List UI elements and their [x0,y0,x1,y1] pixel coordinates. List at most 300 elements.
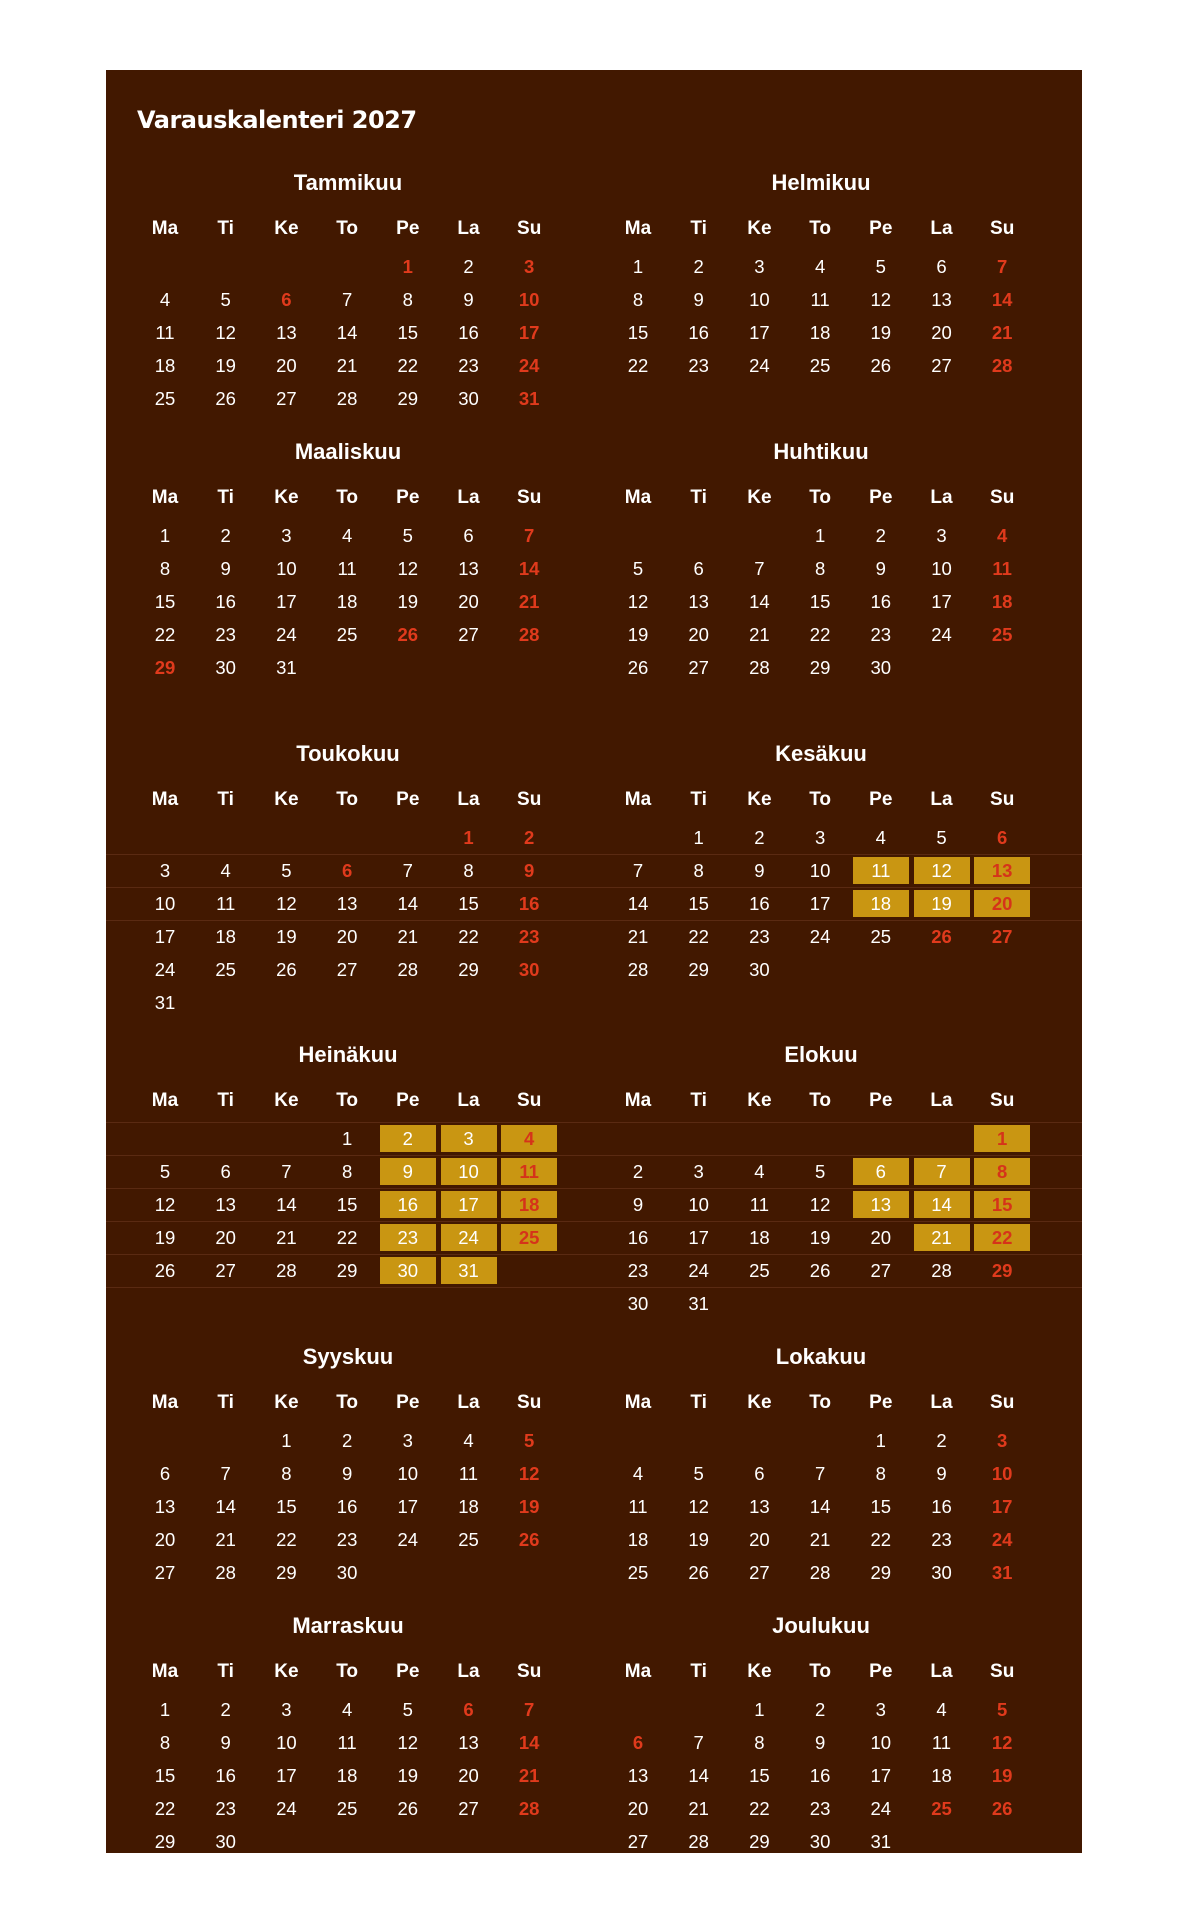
calendar-day[interactable]: 17 [397,1496,419,1517]
calendar-day[interactable]: 7 [281,1161,292,1182]
calendar-day[interactable]: 17 [154,926,176,947]
calendar-day[interactable]: 19 [809,1227,831,1248]
calendar-day[interactable]: 25 [215,959,236,980]
calendar-day[interactable]: 25 [154,388,176,409]
calendar-day[interactable]: 8 [281,1463,292,1484]
calendar-day[interactable]: 28 [627,959,649,980]
calendar-day[interactable]: 7 [814,1463,826,1484]
calendar-day[interactable]: 2 [693,256,704,277]
calendar-day[interactable]: 22 [458,926,479,947]
calendar-day[interactable]: 19 [688,1529,709,1550]
calendar-day[interactable]: 30 [627,1293,649,1314]
calendar-day[interactable]: 6 [159,1463,171,1484]
calendar-day[interactable]: 28 [518,1798,540,1819]
calendar-day[interactable]: 24 [397,1529,419,1550]
calendar-day[interactable]: 10 [870,1732,892,1753]
calendar-day[interactable]: 16 [215,1765,236,1786]
calendar-day[interactable]: 30 [215,657,236,678]
calendar-day[interactable]: 31 [276,657,297,678]
calendar-day[interactable]: 8 [463,860,474,881]
calendar-day[interactable]: 25 [931,1798,952,1819]
calendar-day[interactable]: 23 [215,1798,236,1819]
calendar-day[interactable]: 5 [524,1430,535,1451]
booked-day[interactable]: 4 [501,1125,557,1152]
calendar-day[interactable]: 28 [336,388,358,409]
calendar-day[interactable]: 15 [749,1765,770,1786]
calendar-day[interactable]: 20 [154,1529,176,1550]
calendar-day[interactable]: 22 [154,1798,176,1819]
calendar-day[interactable]: 6 [936,256,947,277]
calendar-day[interactable]: 11 [337,1732,357,1753]
calendar-day[interactable]: 20 [276,355,297,376]
calendar-day[interactable]: 26 [931,926,952,947]
calendar-day[interactable]: 23 [518,926,540,947]
calendar-day[interactable]: 9 [693,289,704,310]
calendar-day[interactable]: 19 [870,322,892,343]
calendar-day[interactable]: 5 [693,1463,704,1484]
calendar-day[interactable]: 20 [688,624,709,645]
calendar-day[interactable]: 8 [159,558,171,579]
calendar-day[interactable]: 7 [402,860,413,881]
calendar-day[interactable]: 16 [518,893,540,914]
calendar-day[interactable]: 19 [991,1765,1013,1786]
calendar-day[interactable]: 27 [215,1260,236,1281]
calendar-day[interactable]: 9 [463,289,474,310]
calendar-day[interactable]: 26 [809,1260,831,1281]
calendar-day[interactable]: 25 [336,1798,358,1819]
calendar-day[interactable]: 9 [220,1732,231,1753]
calendar-day[interactable]: 25 [870,926,892,947]
calendar-day[interactable]: 18 [991,591,1013,612]
calendar-day[interactable]: 30 [458,388,479,409]
booked-day[interactable]: 14 [914,1191,970,1218]
calendar-day[interactable]: 1 [632,256,644,277]
calendar-day[interactable]: 11 [458,1463,479,1484]
calendar-day[interactable]: 24 [931,624,952,645]
calendar-day[interactable]: 13 [931,289,952,310]
calendar-day[interactable]: 25 [809,355,831,376]
calendar-day[interactable]: 27 [688,657,709,678]
calendar-day[interactable]: 1 [159,1699,171,1720]
calendar-day[interactable]: 24 [809,926,831,947]
calendar-day[interactable]: 12 [991,1732,1013,1753]
calendar-day[interactable]: 8 [875,1463,886,1484]
calendar-day[interactable]: 2 [524,827,535,848]
calendar-day[interactable]: 16 [688,322,709,343]
calendar-day[interactable]: 29 [991,1260,1013,1281]
calendar-day[interactable]: 2 [220,525,231,546]
calendar-day[interactable]: 3 [281,1699,292,1720]
calendar-day[interactable]: 29 [154,1831,176,1852]
calendar-day[interactable]: 20 [931,322,952,343]
calendar-day[interactable]: 3 [875,1699,886,1720]
calendar-day[interactable]: 4 [936,1699,947,1720]
calendar-day[interactable]: 30 [870,657,892,678]
calendar-day[interactable]: 25 [336,624,358,645]
calendar-day[interactable]: 5 [159,1161,171,1182]
calendar-day[interactable]: 22 [870,1529,892,1550]
calendar-day[interactable]: 15 [870,1496,892,1517]
booked-day[interactable]: 12 [914,857,970,884]
calendar-day[interactable]: 11 [931,1732,952,1753]
calendar-day[interactable]: 27 [154,1562,176,1583]
calendar-day[interactable]: 5 [281,860,292,881]
calendar-day[interactable]: 8 [402,289,413,310]
calendar-day[interactable]: 21 [688,1798,709,1819]
booked-day[interactable]: 9 [380,1158,436,1185]
calendar-day[interactable]: 12 [154,1194,176,1215]
calendar-day[interactable]: 3 [402,1430,413,1451]
calendar-day[interactable]: 6 [754,1463,765,1484]
calendar-day[interactable]: 22 [809,624,831,645]
calendar-day[interactable]: 7 [524,1699,535,1720]
calendar-day[interactable]: 26 [688,1562,709,1583]
calendar-day[interactable]: 9 [341,1463,353,1484]
calendar-day[interactable]: 2 [754,827,765,848]
calendar-day[interactable]: 5 [632,558,644,579]
calendar-day[interactable]: 30 [809,1831,831,1852]
calendar-day[interactable]: 11 [216,893,236,914]
calendar-day[interactable]: 12 [688,1496,709,1517]
calendar-day[interactable]: 11 [749,1194,769,1215]
calendar-day[interactable]: 6 [281,289,292,310]
calendar-day[interactable]: 18 [215,926,236,947]
booked-day[interactable]: 31 [441,1257,497,1284]
calendar-day[interactable]: 29 [809,657,831,678]
calendar-day[interactable]: 16 [870,591,892,612]
calendar-day[interactable]: 6 [341,860,353,881]
calendar-day[interactable]: 16 [809,1765,831,1786]
calendar-day[interactable]: 23 [931,1529,952,1550]
calendar-day[interactable]: 14 [276,1194,297,1215]
calendar-day[interactable]: 3 [936,525,947,546]
calendar-day[interactable]: 24 [749,355,770,376]
calendar-day[interactable]: 21 [276,1227,297,1248]
calendar-day[interactable]: 26 [518,1529,540,1550]
calendar-day[interactable]: 18 [931,1765,952,1786]
calendar-day[interactable]: 26 [870,355,892,376]
calendar-day[interactable]: 15 [154,591,176,612]
calendar-day[interactable]: 16 [336,1496,358,1517]
calendar-day[interactable]: 12 [870,289,892,310]
calendar-day[interactable]: 12 [397,558,419,579]
booked-day[interactable]: 19 [914,890,970,917]
calendar-day[interactable]: 27 [458,624,479,645]
calendar-day[interactable]: 14 [397,893,419,914]
calendar-day[interactable]: 3 [814,827,826,848]
booked-day[interactable]: 11 [853,857,909,884]
calendar-day[interactable]: 21 [336,355,358,376]
calendar-day[interactable]: 10 [397,1463,419,1484]
calendar-day[interactable]: 1 [463,827,474,848]
calendar-day[interactable]: 1 [281,1430,292,1451]
calendar-day[interactable]: 1 [341,1128,353,1149]
calendar-day[interactable]: 18 [336,1765,358,1786]
calendar-day[interactable]: 31 [991,1562,1013,1583]
calendar-day[interactable]: 24 [276,624,297,645]
calendar-day[interactable]: 19 [154,1227,176,1248]
calendar-day[interactable]: 1 [875,1430,886,1451]
calendar-day[interactable]: 27 [336,959,358,980]
calendar-day[interactable]: 16 [458,322,479,343]
booked-day[interactable]: 25 [501,1224,557,1251]
calendar-day[interactable]: 25 [458,1529,479,1550]
calendar-day[interactable]: 13 [749,1496,770,1517]
booked-day[interactable]: 6 [853,1158,909,1185]
calendar-day[interactable]: 30 [749,959,770,980]
calendar-day[interactable]: 23 [215,624,236,645]
calendar-day[interactable]: 12 [276,893,297,914]
calendar-day[interactable]: 19 [215,355,236,376]
calendar-day[interactable]: 21 [627,926,649,947]
calendar-day[interactable]: 21 [518,1765,540,1786]
calendar-day[interactable]: 4 [875,827,886,848]
calendar-day[interactable]: 5 [936,827,947,848]
calendar-day[interactable]: 26 [627,657,649,678]
calendar-day[interactable]: 23 [336,1529,358,1550]
calendar-day[interactable]: 1 [693,827,704,848]
calendar-day[interactable]: 5 [220,289,231,310]
calendar-day[interactable]: 16 [749,893,770,914]
calendar-day[interactable]: 27 [627,1831,649,1852]
calendar-day[interactable]: 3 [159,860,171,881]
calendar-day[interactable]: 7 [220,1463,231,1484]
calendar-day[interactable]: 2 [463,256,474,277]
calendar-day[interactable]: 13 [276,322,297,343]
calendar-day[interactable]: 6 [463,525,474,546]
calendar-day[interactable]: 7 [341,289,353,310]
calendar-day[interactable]: 29 [336,1260,358,1281]
calendar-day[interactable]: 24 [276,1798,297,1819]
booked-day[interactable]: 2 [380,1125,436,1152]
calendar-day[interactable]: 28 [749,657,770,678]
calendar-day[interactable]: 21 [991,322,1013,343]
calendar-day[interactable]: 13 [154,1496,176,1517]
calendar-day[interactable]: 5 [814,1161,826,1182]
calendar-day[interactable]: 13 [688,591,709,612]
calendar-day[interactable]: 21 [397,926,419,947]
calendar-day[interactable]: 15 [809,591,831,612]
calendar-day[interactable]: 29 [688,959,709,980]
calendar-day[interactable]: 29 [749,1831,770,1852]
calendar-day[interactable]: 18 [627,1529,649,1550]
calendar-day[interactable]: 3 [281,525,292,546]
calendar-day[interactable]: 10 [991,1463,1013,1484]
calendar-day[interactable]: 16 [931,1496,952,1517]
booked-day[interactable]: 18 [501,1191,557,1218]
calendar-day[interactable]: 10 [688,1194,709,1215]
calendar-day[interactable]: 7 [693,1732,704,1753]
calendar-day[interactable]: 29 [458,959,479,980]
calendar-day[interactable]: 21 [749,624,770,645]
calendar-day[interactable]: 9 [936,1463,947,1484]
calendar-day[interactable]: 6 [693,558,704,579]
calendar-day[interactable]: 20 [215,1227,236,1248]
calendar-day[interactable]: 14 [688,1765,709,1786]
calendar-day[interactable]: 6 [632,1732,644,1753]
calendar-day[interactable]: 20 [458,591,479,612]
calendar-day[interactable]: 20 [870,1227,892,1248]
calendar-day[interactable]: 24 [154,959,176,980]
calendar-day[interactable]: 10 [931,558,952,579]
calendar-day[interactable]: 18 [749,1227,770,1248]
calendar-day[interactable]: 12 [518,1463,540,1484]
calendar-day[interactable]: 24 [991,1529,1013,1550]
calendar-day[interactable]: 1 [402,256,413,277]
calendar-day[interactable]: 15 [627,322,649,343]
calendar-day[interactable]: 12 [397,1732,419,1753]
calendar-day[interactable]: 28 [276,1260,297,1281]
calendar-day[interactable]: 24 [518,355,540,376]
booked-day[interactable]: 7 [914,1158,970,1185]
calendar-day[interactable]: 23 [749,926,770,947]
calendar-day[interactable]: 9 [220,558,231,579]
booked-day[interactable]: 18 [853,890,909,917]
calendar-day[interactable]: 9 [754,860,765,881]
calendar-day[interactable]: 19 [397,1765,419,1786]
calendar-day[interactable]: 26 [991,1798,1013,1819]
calendar-day[interactable]: 3 [997,1430,1008,1451]
calendar-day[interactable]: 23 [688,355,709,376]
calendar-day[interactable]: 14 [749,591,770,612]
calendar-day[interactable]: 27 [749,1562,770,1583]
calendar-day[interactable]: 14 [809,1496,831,1517]
calendar-day[interactable]: 8 [754,1732,765,1753]
calendar-day[interactable]: 30 [215,1831,236,1852]
calendar-day[interactable]: 12 [627,591,649,612]
calendar-day[interactable]: 3 [754,256,765,277]
calendar-day[interactable]: 22 [749,1798,770,1819]
calendar-day[interactable]: 17 [991,1496,1013,1517]
calendar-day[interactable]: 15 [397,322,419,343]
calendar-day[interactable]: 2 [632,1161,644,1182]
calendar-day[interactable]: 26 [154,1260,176,1281]
calendar-day[interactable]: 26 [215,388,236,409]
calendar-day[interactable]: 7 [997,256,1008,277]
calendar-day[interactable]: 5 [402,525,413,546]
calendar-day[interactable]: 1 [814,525,826,546]
calendar-day[interactable]: 14 [991,289,1013,310]
booked-day[interactable]: 23 [380,1224,436,1251]
calendar-day[interactable]: 23 [627,1260,649,1281]
calendar-day[interactable]: 18 [336,591,358,612]
booked-day[interactable]: 15 [974,1191,1030,1218]
calendar-day[interactable]: 2 [220,1699,231,1720]
calendar-day[interactable]: 22 [397,355,419,376]
calendar-day[interactable]: 23 [870,624,892,645]
calendar-day[interactable]: 13 [627,1765,649,1786]
calendar-day[interactable]: 27 [276,388,297,409]
calendar-day[interactable]: 17 [809,893,831,914]
calendar-day[interactable]: 21 [518,591,540,612]
calendar-day[interactable]: 11 [810,289,830,310]
calendar-day[interactable]: 28 [809,1562,831,1583]
calendar-day[interactable]: 10 [749,289,770,310]
calendar-day[interactable]: 8 [693,860,704,881]
calendar-day[interactable]: 13 [458,1732,479,1753]
calendar-day[interactable]: 7 [524,525,535,546]
calendar-day[interactable]: 21 [809,1529,831,1550]
calendar-day[interactable]: 9 [632,1194,644,1215]
calendar-day[interactable]: 23 [458,355,479,376]
calendar-day[interactable]: 19 [397,591,419,612]
calendar-day[interactable]: 29 [397,388,419,409]
booked-day[interactable]: 30 [380,1257,436,1284]
calendar-day[interactable]: 19 [518,1496,540,1517]
calendar-day[interactable]: 4 [632,1463,644,1484]
calendar-day[interactable]: 14 [215,1496,236,1517]
booked-day[interactable]: 21 [914,1224,970,1251]
calendar-day[interactable]: 28 [991,355,1013,376]
calendar-day[interactable]: 6 [997,827,1008,848]
calendar-day[interactable]: 15 [688,893,709,914]
calendar-day[interactable]: 13 [336,893,358,914]
calendar-day[interactable]: 3 [693,1161,704,1182]
calendar-day[interactable]: 18 [458,1496,479,1517]
calendar-day[interactable]: 31 [688,1293,709,1314]
calendar-day[interactable]: 31 [154,992,176,1013]
calendar-day[interactable]: 15 [276,1496,297,1517]
calendar-day[interactable]: 26 [397,624,419,645]
calendar-day[interactable]: 16 [215,591,236,612]
calendar-day[interactable]: 7 [754,558,765,579]
calendar-day[interactable]: 28 [397,959,419,980]
calendar-day[interactable]: 29 [154,657,176,678]
calendar-day[interactable]: 11 [337,558,357,579]
calendar-day[interactable]: 17 [276,1765,297,1786]
calendar-day[interactable]: 8 [632,289,644,310]
calendar-day[interactable]: 10 [276,558,297,579]
calendar-day[interactable]: 18 [154,355,176,376]
calendar-day[interactable]: 14 [518,558,540,579]
calendar-day[interactable]: 8 [814,558,826,579]
calendar-day[interactable]: 7 [632,860,644,881]
calendar-day[interactable]: 27 [991,926,1013,947]
calendar-day[interactable]: 19 [276,926,297,947]
booked-day[interactable]: 11 [501,1158,557,1185]
booked-day[interactable]: 1 [974,1125,1030,1152]
calendar-day[interactable]: 5 [402,1699,413,1720]
calendar-day[interactable]: 12 [809,1194,831,1215]
calendar-day[interactable]: 31 [870,1831,892,1852]
calendar-day[interactable]: 4 [997,525,1008,546]
calendar-day[interactable]: 24 [870,1798,892,1819]
booked-day[interactable]: 24 [441,1224,497,1251]
calendar-day[interactable]: 30 [931,1562,952,1583]
calendar-day[interactable]: 28 [688,1831,709,1852]
calendar-day[interactable]: 26 [397,1798,419,1819]
calendar-day[interactable]: 20 [749,1529,770,1550]
booked-day[interactable]: 13 [853,1191,909,1218]
calendar-day[interactable]: 4 [341,1699,353,1720]
calendar-day[interactable]: 10 [809,860,831,881]
calendar-day[interactable]: 23 [809,1798,831,1819]
calendar-day[interactable]: 10 [518,289,540,310]
calendar-day[interactable]: 22 [688,926,709,947]
calendar-day[interactable]: 17 [518,322,540,343]
calendar-day[interactable]: 10 [276,1732,297,1753]
calendar-day[interactable]: 1 [159,525,171,546]
calendar-day[interactable]: 16 [627,1227,649,1248]
calendar-day[interactable]: 28 [215,1562,236,1583]
calendar-day[interactable]: 22 [154,624,176,645]
calendar-day[interactable]: 4 [341,525,353,546]
booked-day[interactable]: 20 [974,890,1030,917]
calendar-day[interactable]: 17 [276,591,297,612]
calendar-day[interactable]: 31 [518,388,540,409]
booked-day[interactable]: 10 [441,1158,497,1185]
calendar-day[interactable]: 3 [524,256,535,277]
